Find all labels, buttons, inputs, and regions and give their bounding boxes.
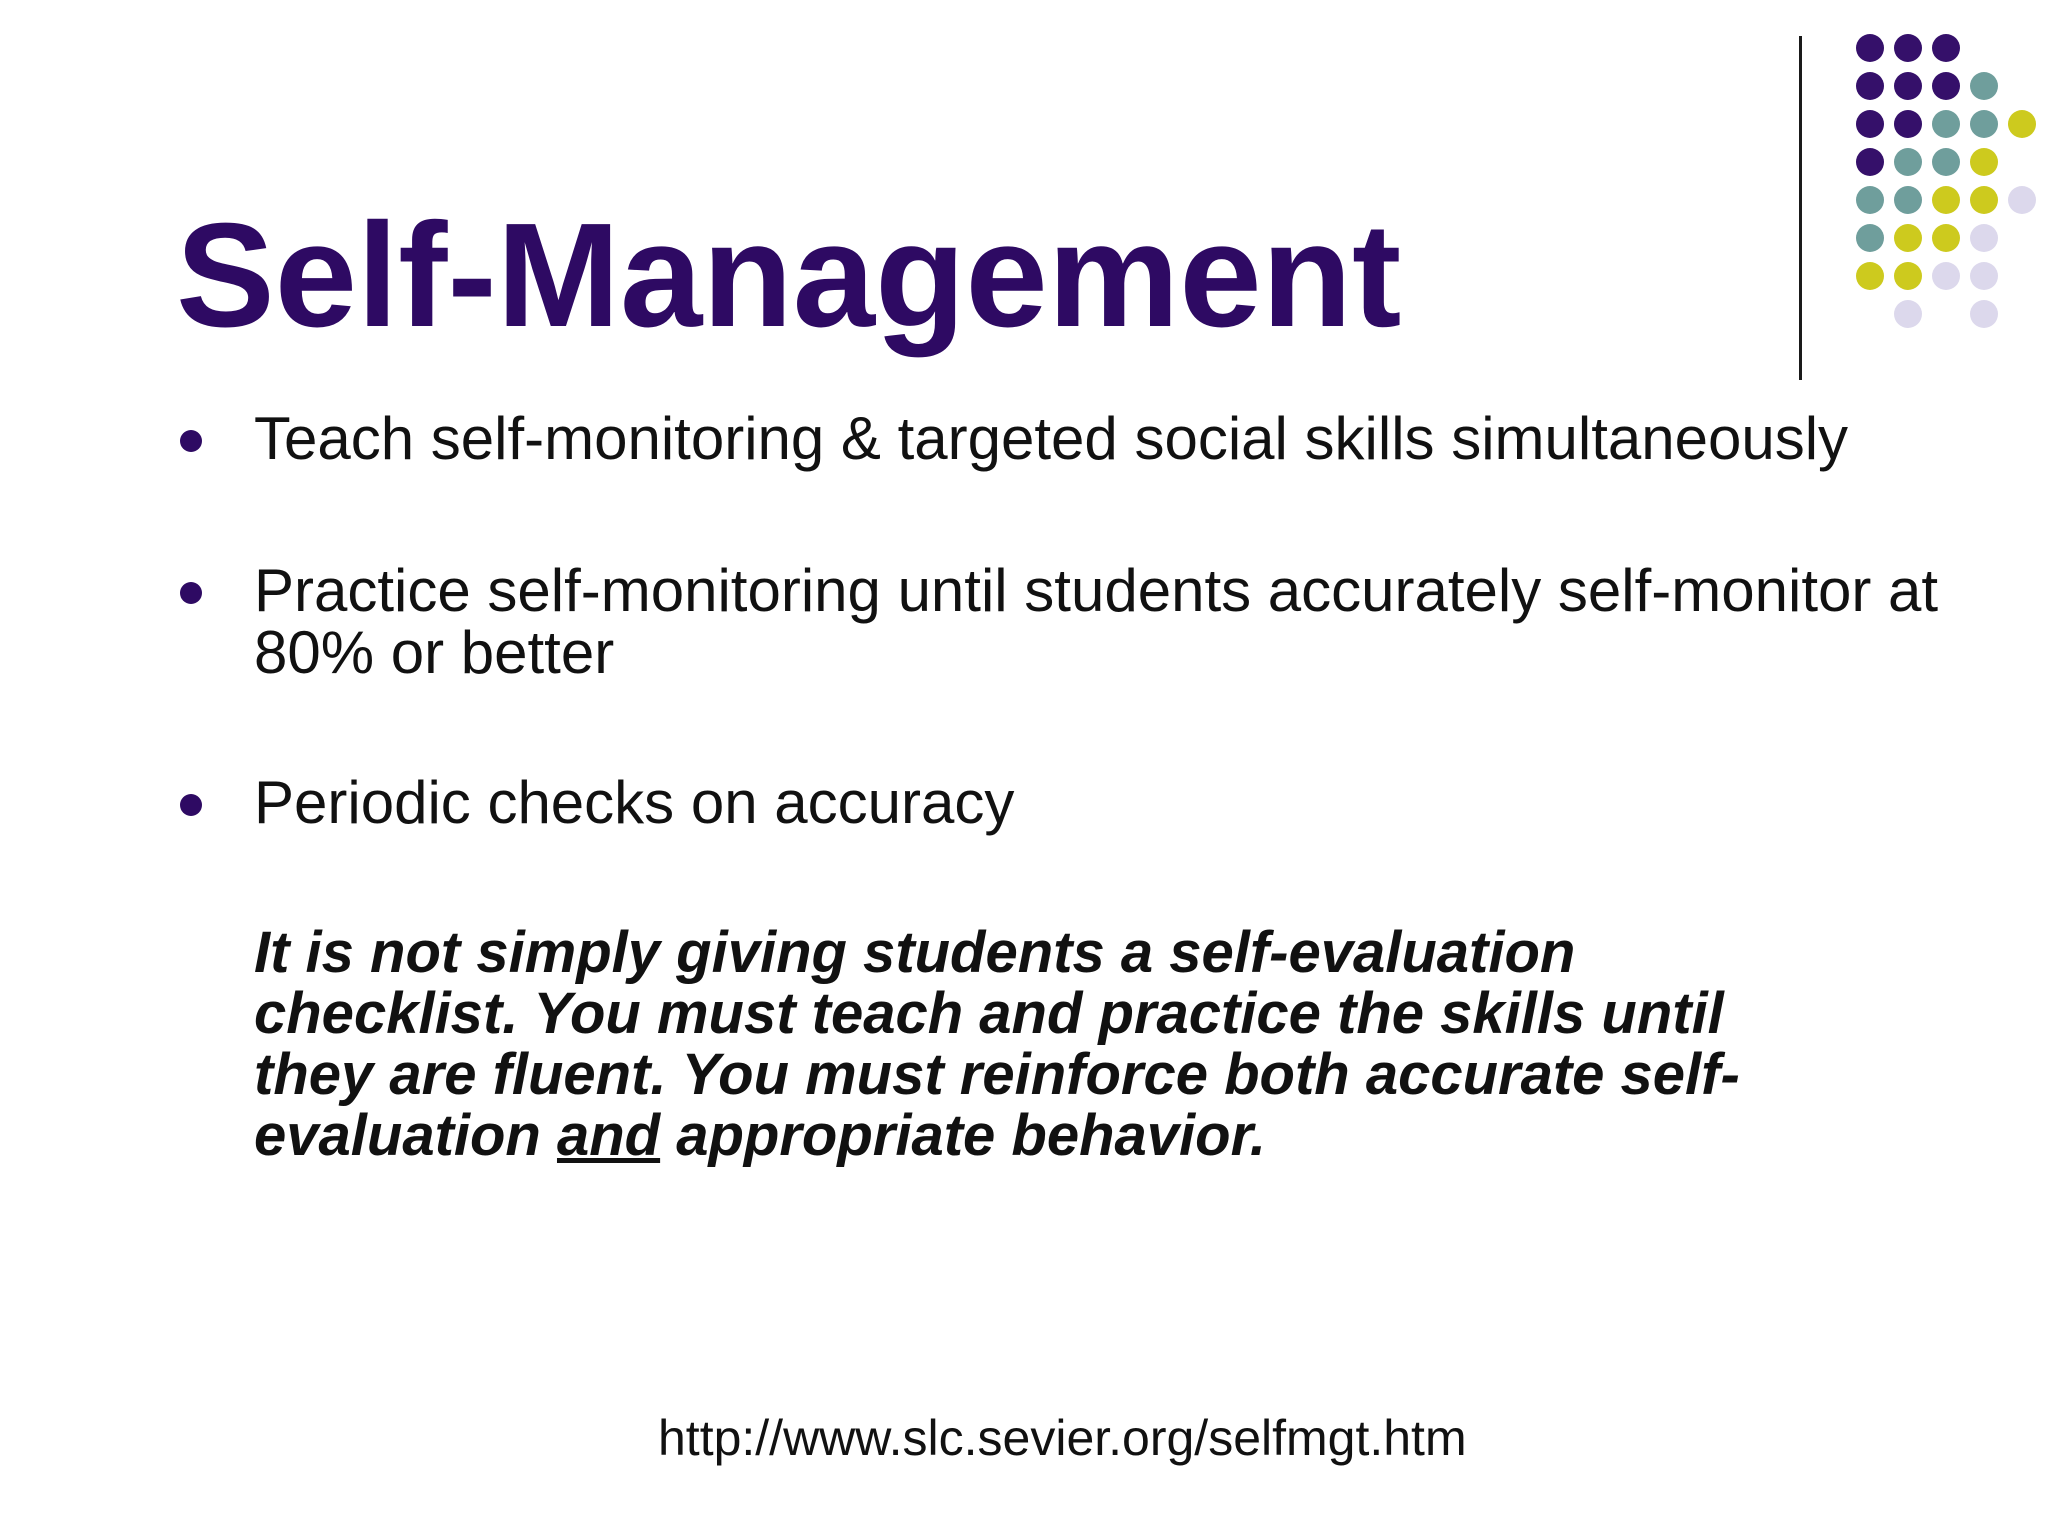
decorative-dot-icon <box>1894 224 1922 252</box>
slide-title: Self-Management <box>176 193 1402 358</box>
note-text: It is not simply giving students a self-evaluation checklist. You must teach and practice the skills until they are fluent. You must reinforce both accurate self-evaluation <box>254 920 1740 1168</box>
decorative-dot-icon <box>1932 148 1960 176</box>
decorative-dot-icon <box>1856 186 1884 214</box>
decorative-dot-icon <box>1894 148 1922 176</box>
decorative-dot-icon <box>1932 34 1960 62</box>
bullet-dot-icon <box>180 794 202 816</box>
decorative-dot-icon <box>1856 262 1884 290</box>
note-text-end: appropriate behavior. <box>660 1103 1267 1168</box>
decorative-dot-icon <box>1970 110 1998 138</box>
vertical-divider <box>1799 36 1802 380</box>
decorative-dot-icon <box>1970 186 1998 214</box>
decorative-dot-icon <box>1932 186 1960 214</box>
decorative-dot-icon <box>1970 148 1998 176</box>
bullet-text: Teach self-monitoring & targeted social skills simultaneously <box>254 405 1849 472</box>
decorative-dot-icon <box>1894 300 1922 328</box>
decorative-dot-icon <box>1970 72 1998 100</box>
decorative-dot-icon <box>1894 72 1922 100</box>
decorative-dot-icon <box>1856 72 1884 100</box>
note-underlined-word: and <box>556 1103 661 1168</box>
decorative-dot-icon <box>1856 34 1884 62</box>
decorative-dot-icon <box>1932 110 1960 138</box>
decorative-dot-icon <box>1970 224 1998 252</box>
decorative-dot-icon <box>1932 262 1960 290</box>
emphasis-note <box>254 922 1854 1166</box>
bullet-text: Periodic checks on accuracy <box>254 769 1015 836</box>
decorative-dot-icon <box>2008 110 2036 138</box>
decorative-dot-icon <box>1894 262 1922 290</box>
decorative-dot-icon <box>1932 224 1960 252</box>
decorative-dot-icon <box>2008 186 2036 214</box>
bullet-text: Practice self-monitoring until students accurately self-monitor at 80% or better <box>254 557 1939 686</box>
decorative-dot-icon <box>1894 34 1922 62</box>
decorative-dot-icon <box>1856 224 1884 252</box>
decorative-dot-icon <box>1970 300 1998 328</box>
decorative-dot-icon <box>1856 110 1884 138</box>
bullet-dot-icon <box>180 582 202 604</box>
decorative-dot-icon <box>1894 186 1922 214</box>
decorative-dot-icon <box>1894 110 1922 138</box>
decorative-dot-icon <box>1970 262 1998 290</box>
decorative-dot-icon <box>1856 148 1884 176</box>
footer-url: http://www.slc.sevier.org/selfmgt.htm <box>658 1410 1467 1466</box>
bullet-dot-icon <box>180 430 202 452</box>
decorative-dot-icon <box>1932 72 1960 100</box>
